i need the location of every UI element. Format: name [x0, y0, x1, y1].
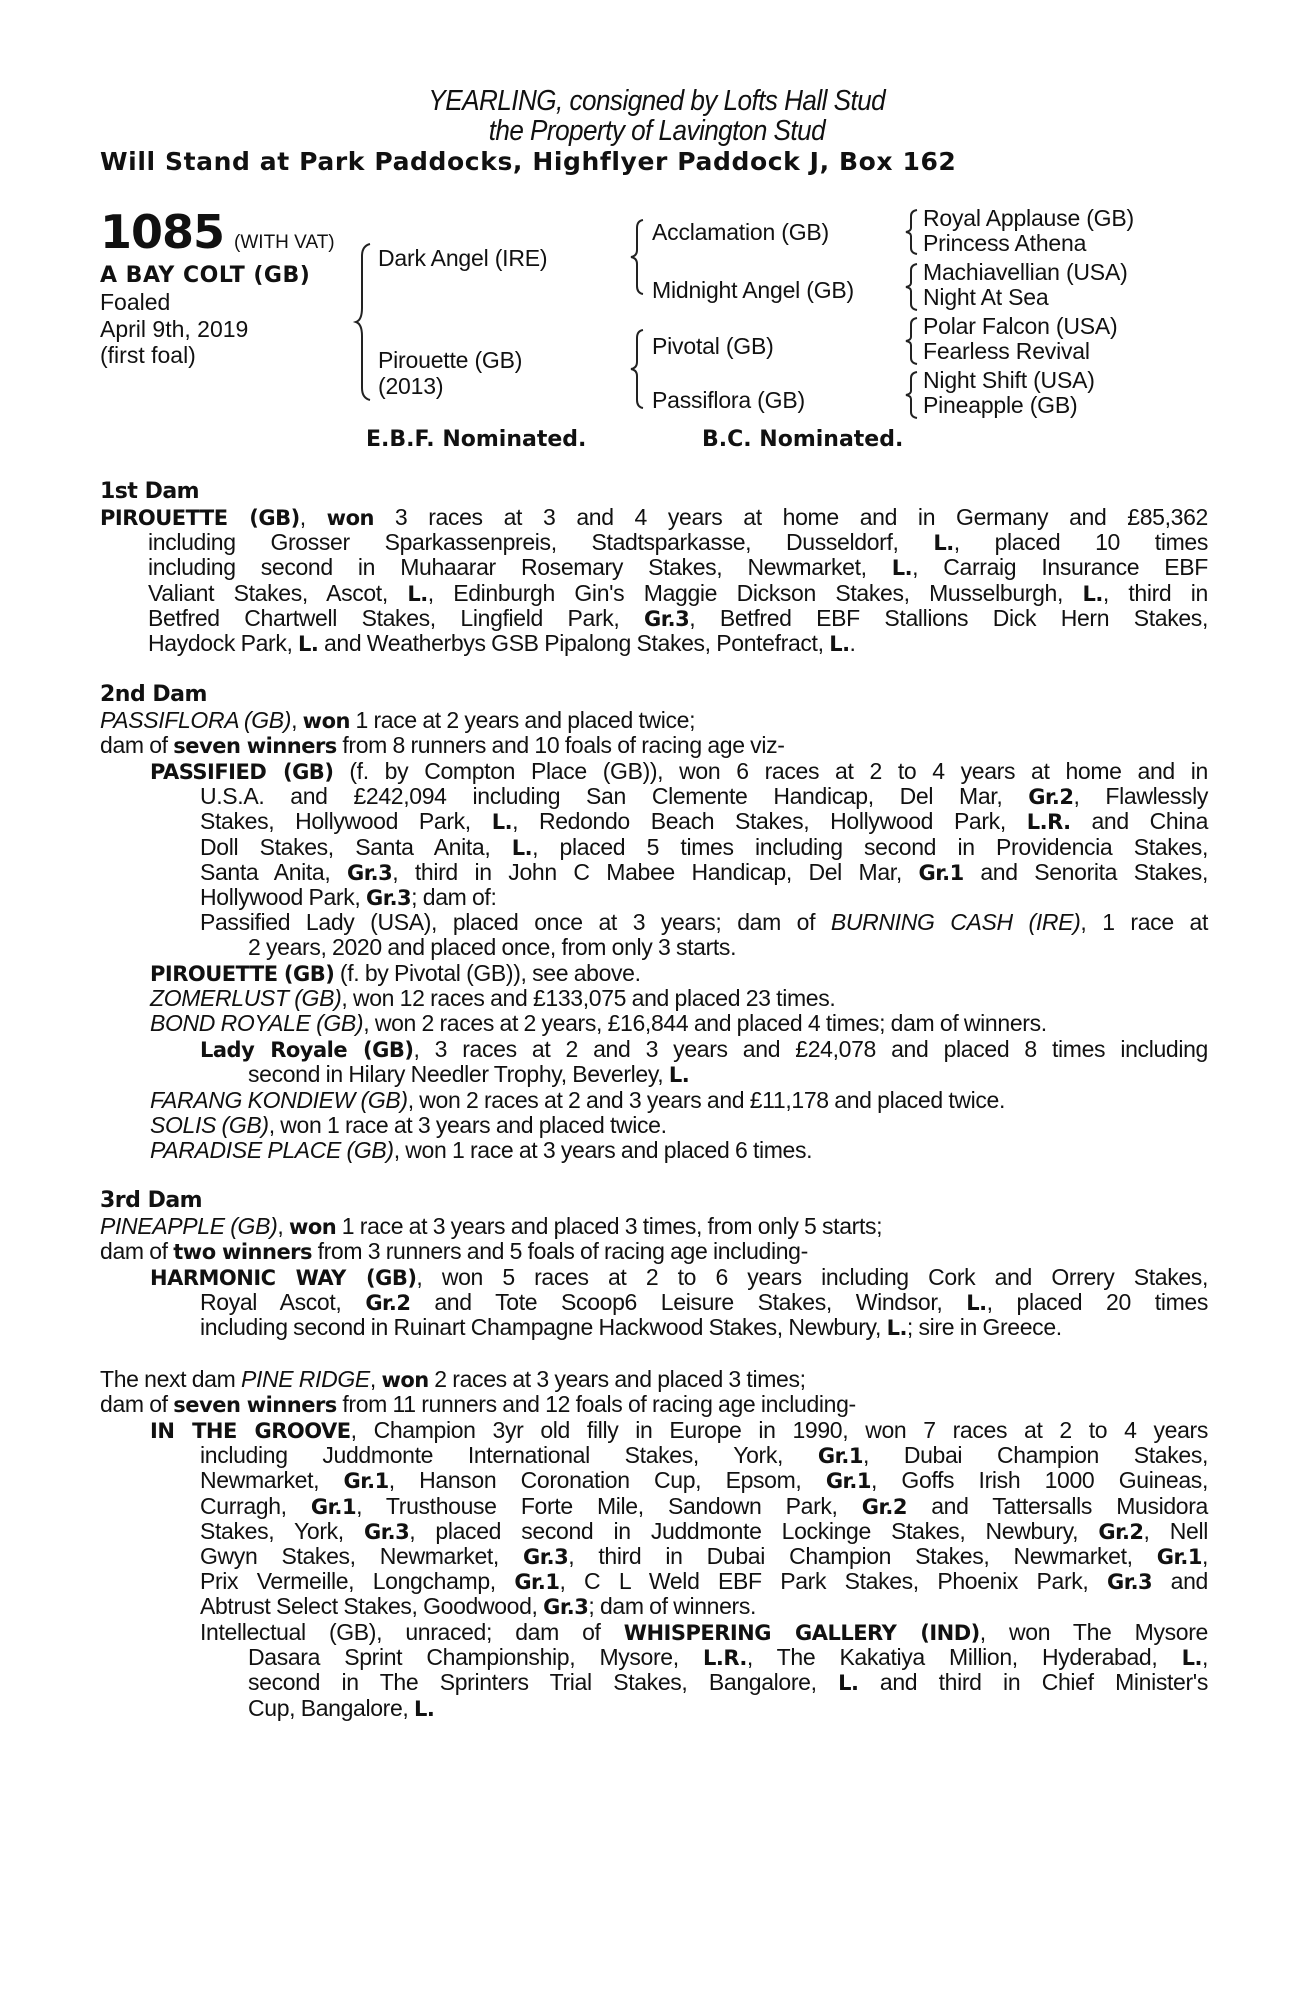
- passified-lady-entry: [200, 910, 1208, 960]
- text-line: [100, 606, 1208, 631]
- text-run: , Nell: [1143, 1517, 1208, 1544]
- bold-run: L.: [668, 1063, 690, 1088]
- pedigree-brace-g3b: [906, 262, 920, 312]
- bold-run: Gr.2: [1098, 1519, 1144, 1544]
- text-line: [150, 1265, 1208, 1290]
- intellectual-entry: [200, 1620, 1208, 1721]
- text-line: [150, 1569, 1208, 1594]
- text-line: [200, 910, 1208, 935]
- pedigree-g3-1: Royal Applause (GB): [923, 205, 1134, 231]
- text-run: Valiant Stakes, Ascot,: [148, 579, 408, 606]
- text-run: .: [849, 629, 856, 656]
- text-run: , Redondo Beach Stakes, Hollywood Park,: [512, 808, 1027, 835]
- ebf-nominated: E.B.F. Nominated.: [366, 427, 587, 452]
- passified-entry: [150, 759, 1208, 910]
- text-line: [100, 530, 1208, 555]
- text-line: [150, 860, 1208, 885]
- pedigree-brace-g3a: [906, 208, 920, 256]
- text-run: , won 12 races and £133,075 and placed 23 times.: [341, 985, 836, 1012]
- second-dam-other-produce: [150, 961, 1208, 1037]
- bold-run: PIROUETTE (GB): [100, 506, 300, 530]
- text-run: , won The Mysore: [979, 1619, 1208, 1645]
- text-run: Santa Anita,: [200, 858, 348, 885]
- text-run: , won 1 race at 3 years and placed 6 times.: [393, 1137, 813, 1164]
- text-run: , Dubai Champion Stakes,: [863, 1442, 1209, 1469]
- bold-run: seven winners: [173, 1393, 337, 1418]
- text-line: [200, 1670, 1208, 1695]
- stabling-line: Will Stand at Park Paddocks, Highflyer Paddock J, Box 162: [100, 147, 957, 176]
- text-run: , third in: [1102, 579, 1208, 606]
- text-run: , placed second in Juddmonte Lockinge Stakes, Newbury,: [409, 1517, 1099, 1544]
- text-run: ; dam of:: [411, 883, 497, 910]
- pedigree-g3-3: Machiavellian (USA): [923, 259, 1128, 285]
- first-dam-text: [100, 505, 1208, 656]
- text-run: and Senorita Stakes,: [963, 858, 1208, 885]
- pedigree-g3-6: Fearless Revival: [923, 338, 1090, 364]
- text-line: [150, 1418, 1208, 1443]
- pedigree-g3-5: Polar Falcon (USA): [923, 313, 1118, 339]
- italic-run: PINE RIDGE: [240, 1366, 370, 1392]
- bold-run: L.: [298, 631, 319, 656]
- bold-run: L.R.: [1026, 810, 1071, 835]
- text-run: Royal Ascot,: [200, 1289, 366, 1316]
- text-run: and third in Chief Minister's: [858, 1669, 1208, 1696]
- bold-run: Gr.3: [523, 1544, 569, 1569]
- text-run: Prix Vermeille, Longchamp,: [200, 1568, 515, 1595]
- text-run: ; dam of winners.: [588, 1593, 757, 1620]
- text-line: [200, 1037, 1208, 1062]
- text-line: [150, 1113, 1208, 1138]
- text-run: , won 5 races at 2 to 6 years including Cork and Orrery Stakes,: [416, 1264, 1208, 1290]
- bold-run: L.: [407, 581, 428, 606]
- text-run: , won 2 races at 2 years, £16,844 and placed 4 times; dam of winners.: [363, 1010, 1047, 1037]
- bold-run: won: [288, 1215, 337, 1239]
- text-run: Cup, Bangalore,: [248, 1694, 415, 1721]
- lot-description: A BAY COLT (GB): [100, 263, 311, 288]
- text-line: [100, 555, 1208, 580]
- bold-run: Gr.2: [1028, 785, 1074, 810]
- text-run: Curragh,: [200, 1492, 311, 1519]
- text-run: and Tattersalls Musidora: [906, 1492, 1208, 1519]
- text-run: ; sire in Greece.: [906, 1314, 1062, 1341]
- text-run: (f. by Pivotal (GB)), see above.: [334, 960, 641, 986]
- text-run: , 1 race at: [1080, 909, 1208, 935]
- bold-run: L.: [1082, 581, 1103, 606]
- text-run: ,: [369, 1366, 382, 1392]
- text-run: , placed 5 times including second in Providencia Stakes,: [532, 833, 1208, 860]
- text-run: 1 race at 3 years and placed 3 times, from only 5 starts;: [336, 1213, 883, 1239]
- text-run: 1 race at 2 years and placed twice;: [349, 707, 696, 733]
- text-run: and Weatherbys GSB Pipalong Stakes, Pontefract,: [318, 629, 830, 656]
- italic-run: BOND ROYALE (GB): [150, 1010, 364, 1037]
- text-line: [150, 1088, 1208, 1113]
- text-line: [200, 935, 1208, 960]
- property-line: [0, 116, 1314, 146]
- text-run: dam of: [100, 1391, 174, 1418]
- text-line: [100, 1239, 1208, 1264]
- text-line: [150, 1315, 1208, 1340]
- bold-run: L.: [414, 1696, 435, 1721]
- text-line: [200, 1696, 1208, 1721]
- bold-run: Gr.1: [825, 1469, 872, 1494]
- text-line: [150, 1494, 1208, 1519]
- text-run: , won 1 race at 3 years and placed twice.: [268, 1112, 667, 1139]
- text-run: dam of: [100, 732, 174, 759]
- pedigree-brace-gen1: [356, 242, 376, 402]
- text-run: Passified Lady (USA), placed once at 3 years; dam of: [200, 909, 831, 935]
- text-run: including second in Muhaarar Rosemary Stakes, Newmarket,: [148, 554, 892, 581]
- third-dam-heading: 3rd Dam: [100, 1188, 203, 1213]
- consignor-text: YEARLING, consigned by Lofts Hall Stud: [428, 85, 886, 117]
- bold-run: Gr.2: [365, 1291, 411, 1316]
- bold-run: PASSIFIED (GB): [150, 760, 334, 784]
- text-run: , placed 20 times: [986, 1289, 1208, 1316]
- text-run: and China: [1070, 808, 1209, 835]
- bold-run: won: [302, 709, 350, 733]
- text-run: ,: [277, 1213, 289, 1239]
- bold-run: Gr.3: [347, 860, 393, 885]
- text-line: [100, 1214, 1208, 1239]
- bold-run: L.: [886, 1316, 907, 1341]
- bold-run: Gr.1: [343, 1469, 389, 1494]
- text-line: [150, 1594, 1208, 1619]
- text-run: including Grosser Sparkassenpreis, Stadtsparkasse, Dusseldorf,: [148, 529, 934, 556]
- italic-run: PASSIFLORA (GB): [100, 707, 292, 733]
- text-line: [100, 581, 1208, 606]
- pedigree-dam-sire: Pivotal (GB): [652, 333, 774, 359]
- second-dam-heading: 2nd Dam: [100, 682, 207, 707]
- in-the-groove-entry: [150, 1418, 1208, 1620]
- text-run: Hollywood Park,: [200, 883, 366, 910]
- bold-run: L.: [829, 631, 850, 656]
- pedigree-sire: Dark Angel (IRE): [378, 245, 548, 271]
- italic-run: BURNING CASH (IRE): [830, 909, 1081, 935]
- text-run: 2 years, 2020 and placed once, from only 3 starts.: [248, 934, 737, 961]
- bold-run: HARMONIC WAY (GB): [150, 1266, 417, 1290]
- pedigree-g3-8: Pineapple (GB): [923, 392, 1078, 418]
- text-run: , C L Weld EBF Park Stakes, Phoenix Park,: [559, 1568, 1107, 1595]
- text-line: [100, 1392, 1208, 1417]
- pedigree-brace-dam: [631, 328, 647, 410]
- text-run: , won 2 races at 2 and 3 years and £11,178 and placed twice.: [407, 1087, 1006, 1113]
- text-run: , placed 10 times: [953, 529, 1208, 556]
- bold-run: Gr.1: [918, 860, 964, 885]
- text-run: , Champion 3yr old filly in Europe in 1990, won 7 races at 2 to 4 years: [350, 1417, 1208, 1443]
- bold-run: L.: [838, 1671, 859, 1696]
- bold-run: two winners: [173, 1240, 313, 1265]
- italic-run: PINEAPPLE (GB): [100, 1213, 278, 1239]
- text-run: and: [1152, 1568, 1209, 1595]
- text-run: from 3 runners and 5 foals of racing age including-: [312, 1238, 808, 1265]
- text-line: [100, 505, 1208, 530]
- pedigree-sire-sire: Acclamation (GB): [652, 219, 830, 245]
- second-dam-rest: [150, 1088, 1208, 1164]
- text-run: , Goffs Irish 1000 Guineas,: [871, 1467, 1208, 1494]
- bold-run: Gr.3: [365, 885, 412, 910]
- pedigree-g3-2: Princess Athena: [923, 230, 1087, 256]
- text-run: , 3 races at 2 and 3 years and £24,078 and placed 8 times including: [413, 1036, 1208, 1062]
- text-run: Intellectual (GB), unraced; dam of: [200, 1619, 624, 1645]
- text-run: , Betfred EBF Stallions Dick Hern Stakes,: [689, 604, 1208, 631]
- text-line: [150, 759, 1208, 784]
- text-line: [150, 961, 1208, 986]
- bold-run: Gr.3: [543, 1595, 589, 1620]
- text-run: 3 races at 3 and 4 years at home and in Germany and £85,362: [373, 504, 1208, 530]
- text-line: [200, 1645, 1208, 1670]
- foaled-date: April 9th, 2019: [100, 316, 249, 342]
- text-line: [100, 708, 1208, 733]
- bold-run: won: [326, 506, 374, 530]
- text-line: [150, 1290, 1208, 1315]
- bold-run: L.: [1181, 1646, 1202, 1671]
- bold-run: L.: [966, 1291, 987, 1316]
- text-line: [150, 1138, 1208, 1163]
- text-run: second in The Sprinters Trial Stakes, Bangalore,: [248, 1669, 839, 1696]
- lot-number-row: [100, 206, 335, 258]
- text-run: , third in Dubai Champion Stakes, Newmarket,: [568, 1542, 1157, 1569]
- pedigree-g3-7: Night Shift (USA): [923, 367, 1095, 393]
- text-run: from 11 runners and 12 foals of racing age including-: [336, 1391, 856, 1418]
- text-line: [150, 809, 1208, 834]
- text-run: , Edinburgh Gin's Maggie Dickson Stakes, Musselburgh,: [427, 579, 1083, 606]
- pedigree-brace-sire: [631, 218, 647, 296]
- text-run: from 8 runners and 10 foals of racing age viz-: [336, 732, 785, 759]
- vat-note: (WITH VAT): [234, 232, 335, 253]
- pedigree-brace-g3d: [906, 370, 920, 420]
- bold-run: Lady Royale (GB): [200, 1038, 414, 1062]
- italic-run: SOLIS (GB): [150, 1112, 269, 1139]
- next-dam-text: [100, 1367, 1208, 1417]
- bold-run: Gr.1: [514, 1570, 560, 1595]
- text-run: ,: [299, 504, 327, 530]
- text-line: [100, 1367, 1208, 1392]
- text-line: [150, 885, 1208, 910]
- foaled-label: Foaled: [100, 289, 171, 315]
- text-line: [150, 1544, 1208, 1569]
- lady-royale-entry: [200, 1037, 1208, 1087]
- bold-run: L.R.: [702, 1646, 747, 1671]
- bold-run: Gr.1: [1156, 1544, 1202, 1569]
- property-text: the Property of Lavington Stud: [488, 115, 826, 147]
- text-run: Newmarket,: [200, 1467, 344, 1494]
- text-run: , third in John C Mabee Handicap, Del Mar,: [392, 858, 919, 885]
- first-dam-heading: 1st Dam: [100, 479, 200, 504]
- bold-run: L.: [511, 835, 533, 860]
- text-line: [150, 1468, 1208, 1493]
- pedigree-dam-dam: Passiflora (GB): [652, 387, 805, 413]
- third-dam-text: [100, 1214, 1208, 1264]
- consignor-line: [0, 86, 1314, 116]
- text-line: [150, 1443, 1208, 1468]
- text-line: [100, 631, 1208, 656]
- bold-run: Gr.1: [817, 1444, 864, 1469]
- text-run: Stakes, York,: [200, 1517, 364, 1544]
- pedigree-brace-g3c: [906, 316, 920, 366]
- text-run: (f. by Compton Place (GB)), won 6 races at 2 to 4 years at home and in: [333, 758, 1208, 784]
- text-line: [150, 1519, 1208, 1544]
- text-run: dam of: [100, 1238, 174, 1265]
- bc-nominated: B.C. Nominated.: [702, 427, 904, 452]
- text-run: Haydock Park,: [148, 629, 299, 656]
- bold-run: L.: [933, 531, 954, 556]
- italic-run: PARADISE PLACE (GB): [150, 1137, 394, 1164]
- text-run: U.S.A. and £242,094 including San Clemente Handicap, Del Mar,: [200, 783, 1029, 810]
- text-line: [150, 784, 1208, 809]
- text-run: , The Kakatiya Million, Hyderabad,: [746, 1644, 1182, 1671]
- pedigree-g3-4: Night At Sea: [923, 284, 1049, 310]
- bold-run: won: [381, 1368, 429, 1392]
- text-line: [150, 1011, 1208, 1036]
- text-line: [150, 835, 1208, 860]
- bold-run: PIROUETTE (GB): [150, 962, 335, 986]
- text-run: , Flawlessly: [1073, 783, 1208, 810]
- text-run: ,: [1201, 1542, 1208, 1569]
- italic-run: ZOMERLUST (GB): [150, 985, 342, 1012]
- pedigree-sire-dam: Midnight Angel (GB): [652, 277, 855, 303]
- pedigree-dam: Pirouette (GB): [378, 347, 523, 373]
- text-run: Doll Stakes, Santa Anita,: [200, 833, 512, 860]
- text-run: Gwyn Stakes, Newmarket,: [200, 1542, 524, 1569]
- text-run: ,: [1201, 1644, 1208, 1671]
- bold-run: Gr.2: [861, 1494, 907, 1519]
- second-dam-text: [100, 708, 1208, 758]
- text-run: Abtrust Select Stakes, Goodwood,: [200, 1593, 544, 1620]
- harmonic-way-entry: [150, 1265, 1208, 1341]
- text-line: [200, 1620, 1208, 1645]
- pedigree-dam-year: (2013): [378, 373, 444, 399]
- bold-run: Gr.3: [364, 1519, 410, 1544]
- text-run: Dasara Sprint Championship, Mysore,: [248, 1644, 703, 1671]
- text-run: including second in Ruinart Champagne Hackwood Stakes, Newbury,: [200, 1314, 887, 1341]
- bold-run: seven winners: [173, 734, 337, 759]
- text-run: ,: [291, 707, 303, 733]
- text-run: , Carraig Insurance EBF: [912, 554, 1208, 581]
- bold-run: IN THE GROOVE: [150, 1419, 351, 1443]
- text-line: [100, 733, 1208, 758]
- lot-number: 1085: [100, 205, 225, 259]
- text-line: [200, 1062, 1208, 1087]
- text-run: including Juddmonte International Stakes, York,: [200, 1442, 818, 1469]
- bold-run: Gr.3: [1106, 1570, 1153, 1595]
- italic-run: FARANG KONDIEW (GB): [150, 1087, 408, 1113]
- text-run: and Tote Scoop6 Leisure Stakes, Windsor,: [410, 1289, 967, 1316]
- text-run: Stakes, Hollywood Park,: [200, 808, 492, 835]
- bold-run: WHISPERING GALLERY (IND): [623, 1621, 980, 1645]
- text-run: The next dam: [100, 1366, 241, 1392]
- foal-note: (first foal): [100, 342, 196, 368]
- bold-run: L.: [891, 556, 913, 581]
- text-run: 2 races at 3 years and placed 3 times;: [428, 1366, 806, 1392]
- text-run: , Trusthouse Forte Mile, Sandown Park,: [356, 1492, 862, 1519]
- text-line: [150, 986, 1208, 1011]
- text-run: second in Hilary Needler Trophy, Beverley,: [248, 1061, 669, 1088]
- text-run: , Hanson Coronation Cup, Epsom,: [388, 1467, 826, 1494]
- text-run: Betfred Chartwell Stakes, Lingfield Park,: [148, 604, 645, 631]
- bold-run: L.: [491, 810, 513, 835]
- bold-run: Gr.3: [644, 606, 690, 631]
- bold-run: Gr.1: [310, 1494, 357, 1519]
